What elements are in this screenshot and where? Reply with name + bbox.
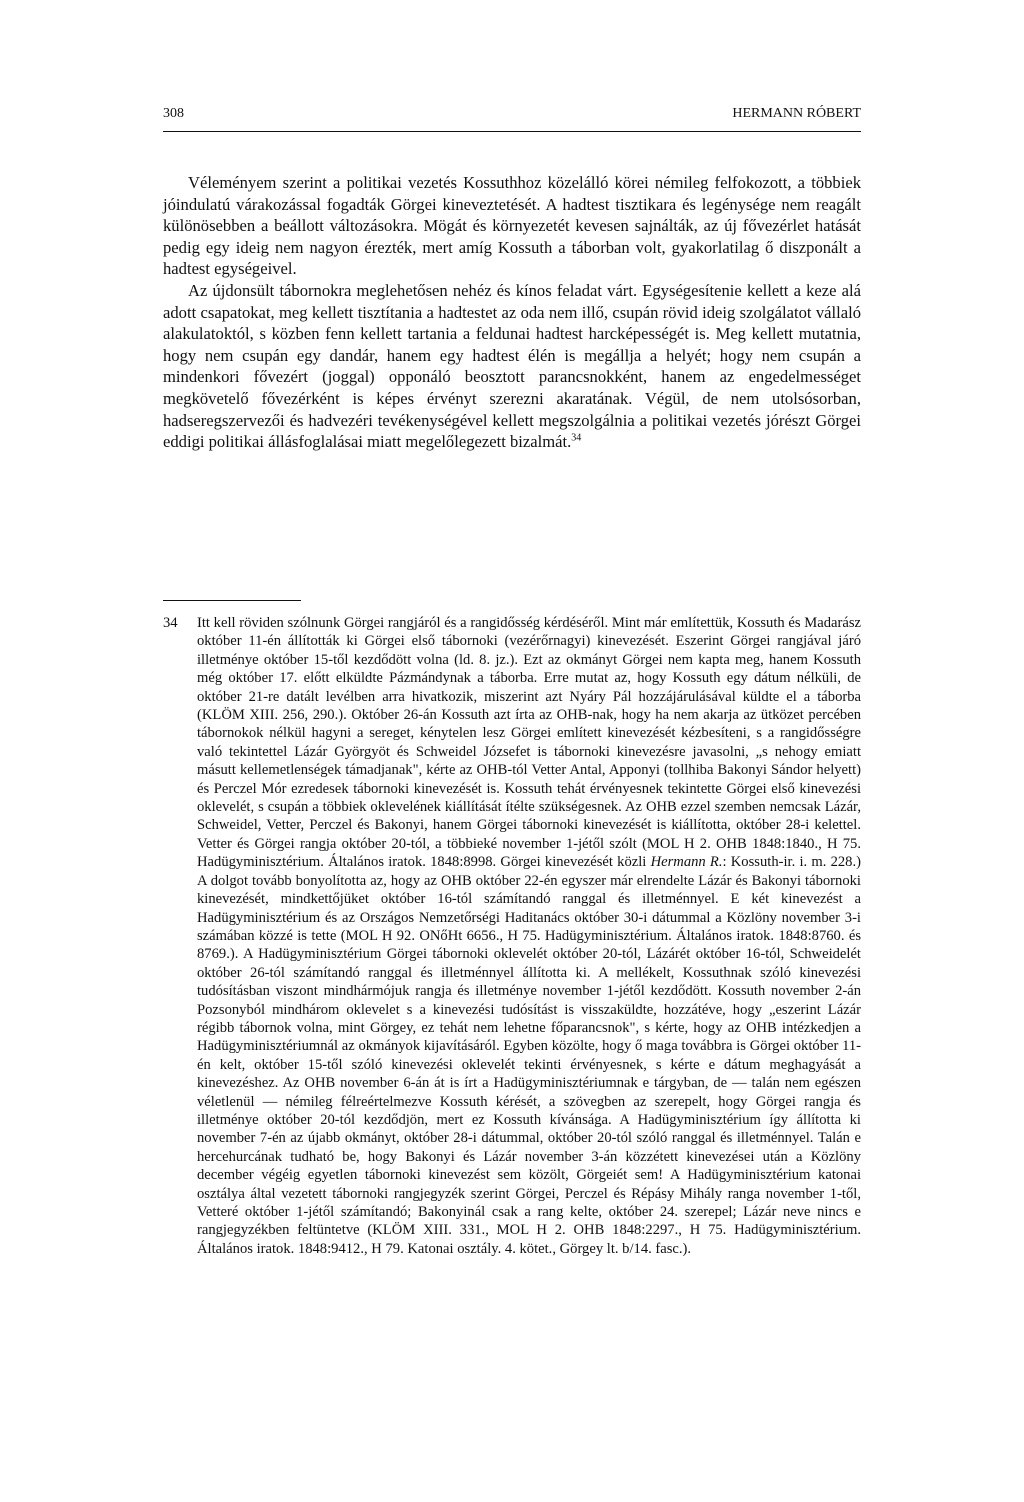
running-title: HERMANN RÓBERT bbox=[732, 106, 861, 121]
footnote-rule bbox=[163, 600, 301, 601]
footnote-text-part: : Kossuth-ir. i. m. 228.) A dolgot tovább bonyolította az, hogy az OHB október 22-én egyszer már elrendelte Lázár és Bakonyi tábornoki kinevezését, mindkettőjüket október 16-tól számítandó ranggal és illetménnyel. E két kinevezést a Hadügyminisztérium és az Országos Nemzetőrségi Haditanács október 30-i dátummal a Közlöny november 3-i számában közzé is tette (MOL H 92. ONőHt 6656., H 75. Hadügyminisztérium. Általános iratok. 1848:8760. és 8769.). A Hadügyminisztérium Görgei tábornoki oklevelét október 20-tól, Lázárét október 16-tól, Schweidelét október 26-tól számítandó ranggal és illetménnyel állította ki. A mellékelt, Kossuthnak szóló kinevezési tudósításban viszont mindhármójuk rangja és illetménye november 1-jétől kezdődött. Kossuth november 2-án Pozsonyból mindhárom oklevelet s a kinevezési tudósítást is visszaküldte, hozzátéve, hogy „eszerint Lázár régibb tábornok volna, mint Görgey, ez tehát nem lehetne főparancsnok", s kérte, hogy az OHB intézkedjen a Hadügyminisztériumnál az okmányok kijavításáról. Egyben közölte, hogy ő maga továbbra is Görgei október 11-én kelt, október 15-től szóló kinevezési oklevelét tekinti érvényesnek, s kérte e dátum meghagyását a kinevezéshez. Az OHB november 6-án át is írt a Hadügyminisztériumnak e tárgyban, de — talán nem egészen véletlenül — némileg félreértelmezve Kossuth kérését, a szövegben az szerepelt, hogy Görgei rangja és illetménye október 20-tól kezdődjön, mert ez Kossuth kívánsága. A Hadügyminisztérium így állította ki november 7-én az újabb okmányt, október 28-i dátummal, október 20-tól szóló ranggal és illetménnyel. Talán e hercehurcának tudható be, hogy Bakonyi és Lázár november 3-án közzétett kinevezései után a Közlöny december végéig egyetlen tábornoki kinevezést sem közölt, Görgeiét sem! A Hadügyminisztérium katonai osztálya által vezetett tábornoki rangjegyzék szerint Görgei, Perczel és Répásy Mihály ranga november 1-től, Vetteré október 1-jétől számítandó; Bakonyinál csak a rang kelte, október 24. szerepel; Lázár neve nincs e rangjegyzékben feltüntetve (KLÖM XIII. 331., MOL H 2. OHB 1848:2297., H 75. Hadügyminisztérium. Általános iratok. 1848:9412., H 79. Katonai osztály. 4. kötet., Görgey lt. b/14. fasc.). bbox=[197, 854, 861, 1257]
footnote bbox=[163, 614, 861, 1258]
footnote-text-part: Itt kell röviden szólnunk Görgei rangjáról és a rangidősség kérdéséről. Mint már említettük, Kossuth és Madarász október 11-én állították ki Görgei első tábornoki (vezérőrnagyi) kinevezését. Eszerint Görgei rangjával járó illetménye október 15-től kezdődött volna (ld. 8. jz.). Ezt az okmányt Görgei nem kapta meg, hanem Kossuth még október 17. előtt elküldte Pázmándynak a táborba. Erre mutat az, hogy Kossuth egy dátum nélküli, de október 21-re datált levélben arra hivatkozik, miszerint azt Nyáry Pál hozzájárulásával küldte el a táborba (KLÖM XIII. 256, 290.). Október 26-án Kossuth azt írta az OHB-nak, hogy ha nem akarja az ütközet percében tábornokok nélkül hagyni a sereget, kénytelen lesz Görgei említett kinevezését kézbesíteni, s a rangidősségre való tekintettel Lázár Györgyöt és Schweidel Józsefet is tábornoki kinevezésre javasolni, „s nehogy emiatt másutt kellemetlenségek támadjanak", kérte az OHB-tól Vetter Antal, Apponyi (tollhiba Bakonyi Sándor helyett) és Perczel Mór ezredesek tábornoki kinevezését is. Kossuth tehát érvényesnek tekintette Görgei első kinevezési oklevelét, s csupán a többiek oklevelének kiállítását ítélte szükségesnek. Az OHB ezzel szemben nemcsak Lázár, Schweidel, Vetter, Perczel és Bakonyi, hanem Görgei tábornoki kinevezését is kiállította, október 28-i kelettel. Vetter és Görgei rangja október 20-tól, a többieké november 1-jétől szólt (MOL H 2. OHB 1848:1840., H 75. Hadügyminisztérium. Általános iratok. 1848:8998. Görgei kinevezését közli bbox=[197, 615, 861, 871]
paragraph-text: Véleményem szerint a politikai vezetés Kossuthhoz közelálló körei némileg felfokozott, a többiek jóindulatú várakozással fogadták Görgei kineveztetését. A hadtest tisztikara és legénysége nem reagált különösebben a beállott változásokra. Mögát és környezetét kevesen sajnálták, az új fővezérlet hatását pedig egy ideig nem nagyon érezték, mert amíg Kossuth a táborban volt, gyakorlatilag ő diszponált a hadtest egységeivel. bbox=[163, 173, 861, 279]
body-paragraph bbox=[163, 280, 861, 453]
page-number: 308 bbox=[163, 106, 184, 121]
footnote-author: Hermann R. bbox=[650, 854, 723, 871]
footnote-reference: 34 bbox=[571, 432, 582, 444]
footnote-number: 34 bbox=[163, 615, 178, 631]
body-paragraph bbox=[163, 172, 861, 280]
header-rule bbox=[163, 131, 861, 132]
footnote-text bbox=[197, 614, 861, 1258]
running-head bbox=[163, 106, 861, 122]
paragraph-text: Az újdonsült tábornokra meglehetősen nehéz és kínos feladat várt. Egységesítenie kellett a keze alá adott csapatokat, meg kellett tisztítania a hadtestet az oda nem illő, csupán rövid ideig szolgálatot vállaló alakulatoktól, s közben fenn kellett tartania a feldunai hadtest harcképességét is. Meg kellett mutatnia, hogy nem csupán egy dandár, hanem egy hadtest élén is megállja a helyét; hogy nem csupán a mindenkori fővezért (joggal) opponáló beosztott parancsnokként, hanem az engedelmességet megkövetelő fővezérként is képes érvényt szerezni akaratának. Végül, de nem utolsósorban, hadseregszervezői és hadvezéri tevékenységével kellett megszolgálnia a politikai vezetés jórészt Görgei eddigi politikai állásfoglalásai miatt megelőlegezett bizalmát. bbox=[163, 280, 861, 452]
body-text bbox=[163, 172, 861, 453]
